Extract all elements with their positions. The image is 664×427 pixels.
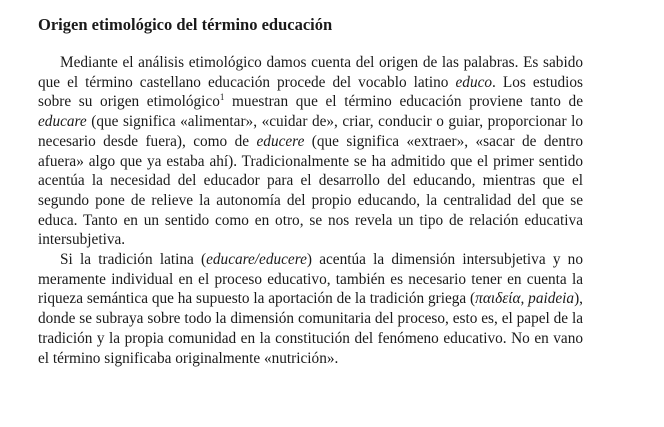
- paragraph-2: [38, 250, 583, 368]
- text-run: muestran que el término educación proviene tanto de: [224, 93, 583, 111]
- italic-term: educo: [455, 73, 493, 91]
- paragraph-1: [38, 53, 583, 250]
- text-run: ) acentúa la dimensión intersubjetiva y no meramente individual en el proceso educativo, también es necesario tener en cuenta la riqueza semántica que ha supuesto la aportación de la tradición griega (: [38, 251, 583, 308]
- text-run: (que significa «alimentar», «cuidar de», criar, conducir o guiar, proporcionar lo necesario desde fuera), como de: [38, 113, 583, 150]
- section-heading: Origen etimológico del término educación: [38, 15, 333, 34]
- italic-term: educere: [256, 132, 305, 150]
- text-run: Si la tradición latina (: [60, 251, 207, 269]
- footnote-marker: 1: [219, 92, 225, 103]
- italic-term: educare/educere: [206, 251, 307, 269]
- italic-term: παιδεία, paideia: [475, 290, 575, 308]
- italic-term: educare: [38, 113, 87, 131]
- text-run: (que significa «extraer», «sacar de dentro afuera» algo que ya estaba ahí). Tradicionalmente se ha admitido que el primer sentido acentúa la necesidad del educador para el desarrollo del educando, mientras que el segundo pone de relieve la autonomía del propio educando, la centralidad del que se educa. Tanto en un sentido como en otro, se nos revela un tipo de relación educativa intersubjetiva.: [38, 132, 583, 249]
- text-run: ), donde se subraya sobre todo la dimensión comunitaria del proceso, esto es, el papel de la tradición y la propia comunidad en la constitución del fenómeno educativo. No en vano el término significaba originalmente «nutrición».: [38, 290, 583, 367]
- document-page: [38, 14, 583, 368]
- text-run: . Los estudios sobre su origen etimológico: [38, 73, 584, 111]
- text-run: Mediante el análisis etimológico damos cuenta del origen de las palabras. Es sabido que el término castellano educación procede del vocablo latino: [38, 54, 583, 91]
